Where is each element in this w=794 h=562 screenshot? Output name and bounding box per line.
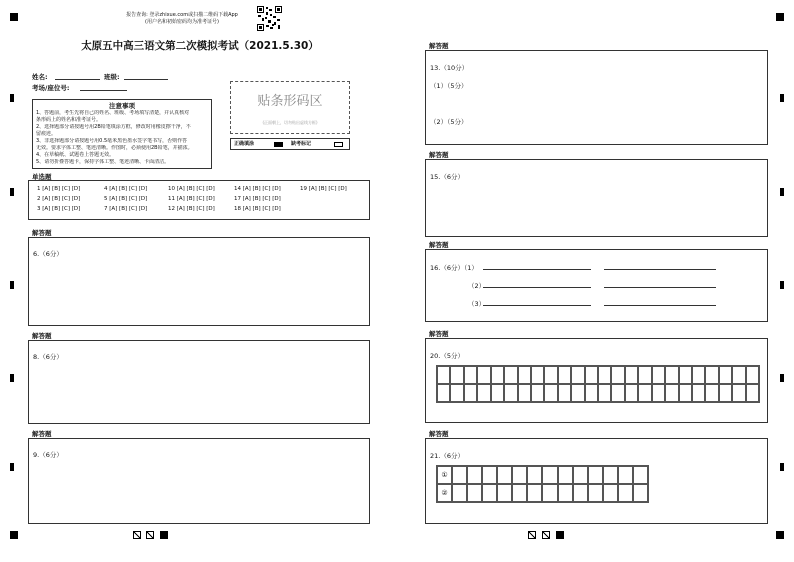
- grid-cell[interactable]: [437, 366, 450, 384]
- grid-cell[interactable]: [542, 484, 557, 502]
- page-mark: [542, 531, 550, 539]
- question-label: 20.（5分）: [430, 352, 464, 360]
- timing-mark: [776, 531, 784, 539]
- filled-box-icon: [274, 142, 283, 147]
- room-label: 考场/座位号:: [32, 84, 70, 92]
- section-label: 解答题: [32, 430, 52, 438]
- question-label: 15.（6分）: [430, 173, 464, 181]
- notes-box: [32, 99, 212, 169]
- mc-item[interactable]: 4 [A] [B] [C] [D]: [104, 186, 148, 192]
- page-mark: [133, 531, 141, 539]
- grid-cell[interactable]: [450, 384, 463, 402]
- sub-question-label: （1）（5分）: [430, 82, 468, 90]
- grid-cell[interactable]: [573, 484, 588, 502]
- grid-cell[interactable]: [558, 466, 573, 484]
- grid-cell[interactable]: [638, 384, 651, 402]
- question-label: 16.（6分）（1）: [430, 264, 478, 272]
- grid-cell[interactable]: [679, 366, 692, 384]
- grid-cell[interactable]: [625, 366, 638, 384]
- section-label: 解答题: [429, 241, 449, 249]
- grid-cell[interactable]: [625, 384, 638, 402]
- notes-line: 条形码上的姓名和准考证号。: [36, 117, 102, 123]
- notes-line: 留痕迹。: [36, 131, 57, 137]
- grid-cell[interactable]: [527, 484, 542, 502]
- mc-item[interactable]: 7 [A] [B] [C] [D]: [104, 206, 148, 212]
- grid-cell[interactable]: [542, 466, 557, 484]
- grid-cell[interactable]: [531, 366, 544, 384]
- timing-mark: [10, 13, 18, 21]
- grid-cell[interactable]: [482, 466, 497, 484]
- grid-cell[interactable]: [491, 384, 504, 402]
- grid-cell[interactable]: [732, 366, 745, 384]
- grid-cell[interactable]: [482, 484, 497, 502]
- grid-cell[interactable]: [588, 484, 603, 502]
- mc-item[interactable]: 18 [A] [B] [C] [D]: [234, 206, 281, 212]
- mc-item[interactable]: 17 [A] [B] [C] [D]: [234, 196, 281, 202]
- answer-box-8[interactable]: [28, 340, 370, 424]
- notice-line: (用户名和初始密码均为准考证号): [145, 19, 219, 25]
- qr-code-icon: [257, 6, 282, 31]
- name-field[interactable]: [55, 79, 100, 80]
- grid-cell[interactable]: [558, 484, 573, 502]
- grid-cell[interactable]: [518, 384, 531, 402]
- grid-cell[interactable]: [719, 366, 732, 384]
- grid-cell[interactable]: [633, 484, 648, 502]
- timing-mark: [10, 374, 14, 382]
- barcode-label: 贴条形码区: [257, 94, 323, 109]
- answer-box-16[interactable]: [425, 249, 768, 322]
- fill-legend: [230, 138, 350, 150]
- question-label: 21.（6分）: [430, 452, 464, 460]
- grid-cell[interactable]: [588, 466, 603, 484]
- answer-box-6[interactable]: [28, 237, 370, 326]
- timing-mark: [10, 531, 18, 539]
- grid-cell[interactable]: [603, 484, 618, 502]
- grid-cell[interactable]: [611, 366, 624, 384]
- question-label: 13.（10分）: [430, 64, 469, 72]
- notes-line: 无效。要求字体工整、笔迹清晰。作图时，必须使用2B铅笔，并描浓。: [36, 145, 193, 151]
- grid-cell[interactable]: [512, 466, 527, 484]
- grid-cell[interactable]: [512, 484, 527, 502]
- grid-cell[interactable]: [638, 366, 651, 384]
- notes-line: 4、在草稿纸、试题卷上答题无效。: [36, 152, 115, 158]
- sub-question-label: （2）（5分）: [430, 118, 468, 126]
- grid-cell[interactable]: [705, 384, 718, 402]
- grid-cell[interactable]: [497, 466, 512, 484]
- legend-correct-label: 正确填涂: [234, 141, 255, 147]
- grid-cell[interactable]: [746, 384, 759, 402]
- timing-mark: [10, 281, 14, 289]
- section-label: 解答题: [429, 42, 449, 50]
- notes-line: 1、答题前，考生先将自己的姓名、班级、考场填写清楚，并认真核对: [36, 110, 190, 116]
- grid-cell[interactable]: [719, 384, 732, 402]
- grid-cell[interactable]: [618, 466, 633, 484]
- notes-line: 2、选择题部分请按题号用2B铅笔填涂方框，修改时用橡皮擦干净，不: [36, 124, 191, 130]
- page-mark: [528, 531, 536, 539]
- notes-lines: [33, 110, 211, 166]
- grid-cell[interactable]: [573, 466, 588, 484]
- section-label: 解答题: [32, 229, 52, 237]
- grid-cell[interactable]: [598, 384, 611, 402]
- timing-mark: [776, 13, 784, 21]
- grid-cell[interactable]: [477, 384, 490, 402]
- grid-cell[interactable]: [531, 384, 544, 402]
- notes-title: 注意事项: [109, 102, 135, 110]
- grid-cell[interactable]: [467, 484, 482, 502]
- page-mark: [146, 531, 154, 539]
- writing-grid[interactable]: [436, 465, 649, 503]
- timing-mark: [780, 463, 784, 471]
- answer-line[interactable]: [604, 287, 716, 288]
- class-field[interactable]: [124, 79, 168, 80]
- grid-cell[interactable]: [652, 384, 665, 402]
- answer-box-15[interactable]: [425, 159, 768, 237]
- mc-item[interactable]: 11 [A] [B] [C] [D]: [168, 196, 215, 202]
- mc-item[interactable]: 2 [A] [B] [C] [D]: [37, 196, 81, 202]
- grid-cell[interactable]: [504, 384, 517, 402]
- answer-line[interactable]: [483, 269, 591, 270]
- grid-cell[interactable]: [611, 384, 624, 402]
- grid-cell[interactable]: [692, 384, 705, 402]
- timing-mark: [780, 374, 784, 382]
- grid-cell[interactable]: [464, 366, 477, 384]
- grid-cell[interactable]: [571, 384, 584, 402]
- grid-cell[interactable]: [665, 384, 678, 402]
- writing-grid[interactable]: [436, 365, 760, 403]
- grid-cell[interactable]: [633, 466, 648, 484]
- question-label: 6.（6分）: [33, 250, 63, 258]
- grid-cell[interactable]: [558, 384, 571, 402]
- notice-line: 报告查询: 登录zhixue.com或扫描二维码下载App: [126, 12, 238, 18]
- timing-mark: [780, 94, 784, 102]
- class-label: 班级:: [104, 73, 120, 81]
- grid-cell[interactable]: [665, 366, 678, 384]
- answer-line[interactable]: [483, 305, 591, 306]
- grid-cell[interactable]: [746, 366, 759, 384]
- sub-question-label: （2）: [468, 282, 486, 290]
- grid-cell[interactable]: [464, 384, 477, 402]
- grid-cell[interactable]: [598, 366, 611, 384]
- row-number-label: ①: [437, 466, 452, 484]
- mc-item[interactable]: 19 [A] [B] [C] [D]: [300, 186, 347, 192]
- section-label: 解答题: [429, 330, 449, 338]
- timing-mark: [10, 94, 14, 102]
- mc-item[interactable]: 14 [A] [B] [C] [D]: [234, 186, 281, 192]
- grid-cell[interactable]: [692, 366, 705, 384]
- notes-line: 5、请勿折叠答题卡，保持字体工整、笔迹清晰、卡面清洁。: [36, 159, 170, 165]
- grid-cell[interactable]: [450, 366, 463, 384]
- mc-box: [28, 180, 370, 220]
- grid-cell[interactable]: [544, 366, 557, 384]
- grid-cell[interactable]: [705, 366, 718, 384]
- legend-absent-label: 缺考标记: [291, 141, 312, 147]
- question-label: 9.（6分）: [33, 451, 63, 459]
- grid-cell[interactable]: [452, 484, 467, 502]
- answer-box-13[interactable]: [425, 50, 768, 145]
- grid-cell[interactable]: [452, 466, 467, 484]
- page-mark: [160, 531, 168, 539]
- grid-cell[interactable]: [527, 466, 542, 484]
- page-title: 太原五中高三语文第二次模拟考试（2021.5.30）: [81, 40, 319, 52]
- section-label: 解答题: [32, 332, 52, 340]
- row-number-label: ②: [437, 484, 452, 502]
- timing-mark: [780, 281, 784, 289]
- sub-question-label: （3）: [468, 300, 486, 308]
- answer-line[interactable]: [604, 305, 716, 306]
- grid-cell[interactable]: [558, 366, 571, 384]
- barcode-sub: (正面朝上，切勿贴出虚线方框): [262, 120, 318, 125]
- page-mark: [556, 531, 564, 539]
- mc-item[interactable]: 10 [A] [B] [C] [D]: [168, 186, 215, 192]
- grid-cell[interactable]: [491, 366, 504, 384]
- grid-cell[interactable]: [571, 366, 584, 384]
- grid-cell[interactable]: [467, 466, 482, 484]
- answer-line[interactable]: [483, 287, 591, 288]
- grid-cell[interactable]: [585, 384, 598, 402]
- grid-cell[interactable]: [437, 384, 450, 402]
- section-label: 解答题: [429, 151, 449, 159]
- grid-cell[interactable]: [504, 366, 517, 384]
- grid-cell[interactable]: [518, 366, 531, 384]
- grid-cell[interactable]: [585, 366, 598, 384]
- timing-mark: [10, 188, 14, 196]
- answer-box-9[interactable]: [28, 438, 370, 524]
- answer-box-21[interactable]: [425, 438, 768, 524]
- mc-item[interactable]: 5 [A] [B] [C] [D]: [104, 196, 148, 202]
- barcode-area: [230, 81, 350, 134]
- grid-cell[interactable]: [679, 384, 692, 402]
- grid-cell[interactable]: [497, 484, 512, 502]
- mc-item[interactable]: 12 [A] [B] [C] [D]: [168, 206, 215, 212]
- question-label: 8.（6分）: [33, 353, 63, 361]
- grid-cell[interactable]: [544, 384, 557, 402]
- grid-cell[interactable]: [618, 484, 633, 502]
- timing-mark: [10, 463, 14, 471]
- grid-cell[interactable]: [603, 466, 618, 484]
- absent-checkbox[interactable]: [334, 142, 343, 147]
- timing-mark: [780, 188, 784, 196]
- mc-item[interactable]: 1 [A] [B] [C] [D]: [37, 186, 81, 192]
- room-field[interactable]: [80, 90, 127, 91]
- grid-cell[interactable]: [652, 366, 665, 384]
- mc-item[interactable]: 3 [A] [B] [C] [D]: [37, 206, 81, 212]
- answer-line[interactable]: [604, 269, 716, 270]
- grid-cell[interactable]: [732, 384, 745, 402]
- section-label: 解答题: [429, 430, 449, 438]
- answer-box-20[interactable]: [425, 338, 768, 423]
- notes-line: 3、非选择题部分请按题号用0.5毫米黑色墨水签字笔书写，否则作答: [36, 138, 188, 144]
- grid-cell[interactable]: [477, 366, 490, 384]
- name-label: 姓名:: [32, 73, 48, 81]
- mc-section-title: 单选题: [32, 173, 52, 181]
